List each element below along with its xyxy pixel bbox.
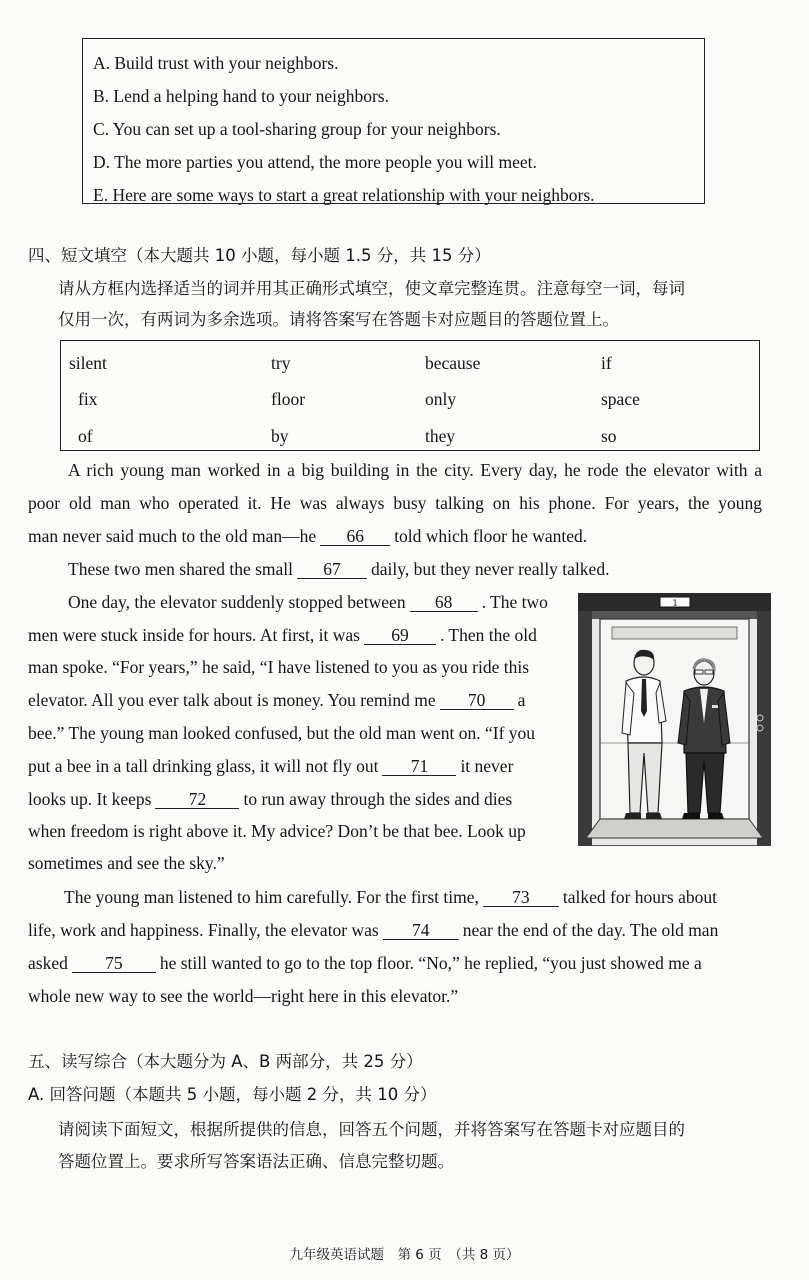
word-option: only bbox=[425, 389, 457, 409]
option-c: C. You can set up a tool-sharing group for your neighbors. bbox=[93, 119, 501, 139]
word-option: fix bbox=[78, 389, 98, 409]
word-option: silent bbox=[69, 353, 107, 373]
word-option: of bbox=[78, 426, 93, 446]
option-b: B. Lend a helping hand to your neighbors. bbox=[93, 86, 389, 106]
passage-text: These two men shared the small bbox=[68, 559, 294, 579]
blank-67: 67 bbox=[297, 560, 367, 579]
passage-text: put a bee in a tall drinking glass, it will not fly out bbox=[28, 756, 379, 776]
blank-74: 74 bbox=[383, 921, 459, 940]
section-4-heading: 四、短文填空（本大题共 10 小题，每小题 1.5 分，共 15 分） bbox=[28, 246, 491, 265]
passage-line bbox=[68, 591, 548, 613]
word-option: so bbox=[601, 426, 617, 446]
section-5-heading: 五、读写综合（本大题分为 A、B 两部分，共 25 分） bbox=[28, 1052, 423, 1071]
word-option: because bbox=[425, 353, 481, 373]
blank-69: 69 bbox=[364, 626, 436, 645]
passage-line bbox=[28, 919, 718, 941]
elevator-floor bbox=[586, 819, 763, 838]
door-frame-left bbox=[578, 611, 592, 846]
passage-text: near the end of the day. The old man bbox=[462, 920, 719, 940]
passage-line bbox=[28, 624, 537, 646]
passage-line bbox=[64, 886, 717, 908]
passage-text: daily, but they never really talked. bbox=[371, 559, 610, 579]
blank-72: 72 bbox=[155, 790, 239, 809]
passage-line: whole new way to see the world—right here in this elevator.” bbox=[28, 986, 459, 1006]
passage-text: The young man listened to him carefully. For the first time, bbox=[64, 887, 479, 907]
blank-70: 70 bbox=[440, 691, 514, 710]
passage-line: poor old man who operated it. He was always busy talking on his phone. For years, the young bbox=[28, 493, 762, 513]
passage-text: talked for hours about bbox=[562, 887, 717, 907]
passage-text: it never bbox=[460, 756, 514, 776]
passage-line bbox=[28, 689, 525, 711]
floor-indicator-text: 1 bbox=[672, 598, 678, 608]
passage-line: bee.” The young man looked confused, but the old man went on. “If you bbox=[28, 723, 536, 743]
passage-text: One day, the elevator suddenly stopped between bbox=[68, 592, 406, 612]
word-option: they bbox=[425, 426, 456, 446]
passage-line: sometimes and see the sky.” bbox=[28, 853, 225, 873]
passage-line bbox=[28, 788, 512, 810]
word-option: floor bbox=[271, 389, 306, 409]
passage-line: man spoke. “For years,” he said, “I have listened to you as you ride this bbox=[28, 657, 530, 677]
passage-line bbox=[28, 525, 587, 547]
passage-text: elevator. All you ever talk about is money. You remind me bbox=[28, 690, 436, 710]
word-option: by bbox=[271, 426, 289, 446]
option-a: A. Build trust with your neighbors. bbox=[93, 53, 339, 73]
passage-text: to run away through the sides and dies bbox=[243, 789, 513, 809]
passage-text: a bbox=[517, 690, 526, 710]
passage-text: men were stuck inside for hours. At first, it was bbox=[28, 625, 360, 645]
blank-73: 73 bbox=[483, 888, 559, 907]
word-box bbox=[60, 340, 760, 451]
passage-line: A rich young man worked in a big building in the city. Every day, he rode the elevator with a bbox=[68, 460, 762, 480]
section-5-instruction-2: 答题位置上。要求所写答案语法正确、信息完整切题。 bbox=[58, 1152, 454, 1171]
passage-line: when freedom is right above it. My advice? Don’t be that bee. Look up bbox=[28, 821, 526, 841]
elevator-illustration bbox=[578, 593, 771, 846]
passage-text: . Then the old bbox=[439, 625, 537, 645]
word-option: if bbox=[601, 353, 612, 373]
word-option: space bbox=[601, 389, 640, 409]
passage-text: asked bbox=[28, 953, 68, 973]
passage-text: life, work and happiness. Finally, the elevator was bbox=[28, 920, 379, 940]
section-5a-heading: A. 回答问题（本题共 5 小题，每小题 2 分，共 10 分） bbox=[28, 1085, 437, 1104]
door-frame-right bbox=[757, 611, 771, 846]
ceiling-light bbox=[612, 627, 737, 639]
page-footer: 九年级英语试题 第 6 页 （共 8 页） bbox=[289, 1247, 520, 1263]
blank-68: 68 bbox=[410, 593, 478, 612]
passage-line bbox=[28, 952, 702, 974]
passage-line bbox=[68, 558, 609, 580]
passage-text: looks up. It keeps bbox=[28, 789, 152, 809]
option-e: E. Here are some ways to start a great relationship with your neighbors. bbox=[93, 185, 595, 205]
section-4-instruction-2: 仅用一次，有两词为多余选项。请将答案写在答题卡对应题目的答题位置上。 bbox=[58, 310, 619, 329]
blank-75: 75 bbox=[72, 954, 156, 973]
passage-text: man never said much to the old man—he bbox=[28, 526, 317, 546]
section-4-instruction-1: 请从方框内选择适当的词并用其正确形式填空，使文章完整连贯。注意每空一词，每词 bbox=[58, 279, 685, 298]
section-5-instruction-1: 请阅读下面短文，根据所提供的信息，回答五个问题，并将答案写在答题卡对应题目的 bbox=[58, 1120, 685, 1139]
blank-66: 66 bbox=[320, 527, 390, 546]
passage-text: told which floor he wanted. bbox=[394, 526, 588, 546]
passage-text: he still wanted to go to the top floor. “No,” he replied, “you just showed me a bbox=[159, 953, 702, 973]
passage-line bbox=[28, 755, 513, 777]
options-box bbox=[82, 38, 705, 204]
passage-text: . The two bbox=[481, 592, 548, 612]
option-d: D. The more parties you attend, the more people you will meet. bbox=[93, 152, 537, 172]
word-option: try bbox=[271, 353, 291, 373]
blank-71: 71 bbox=[382, 757, 456, 776]
